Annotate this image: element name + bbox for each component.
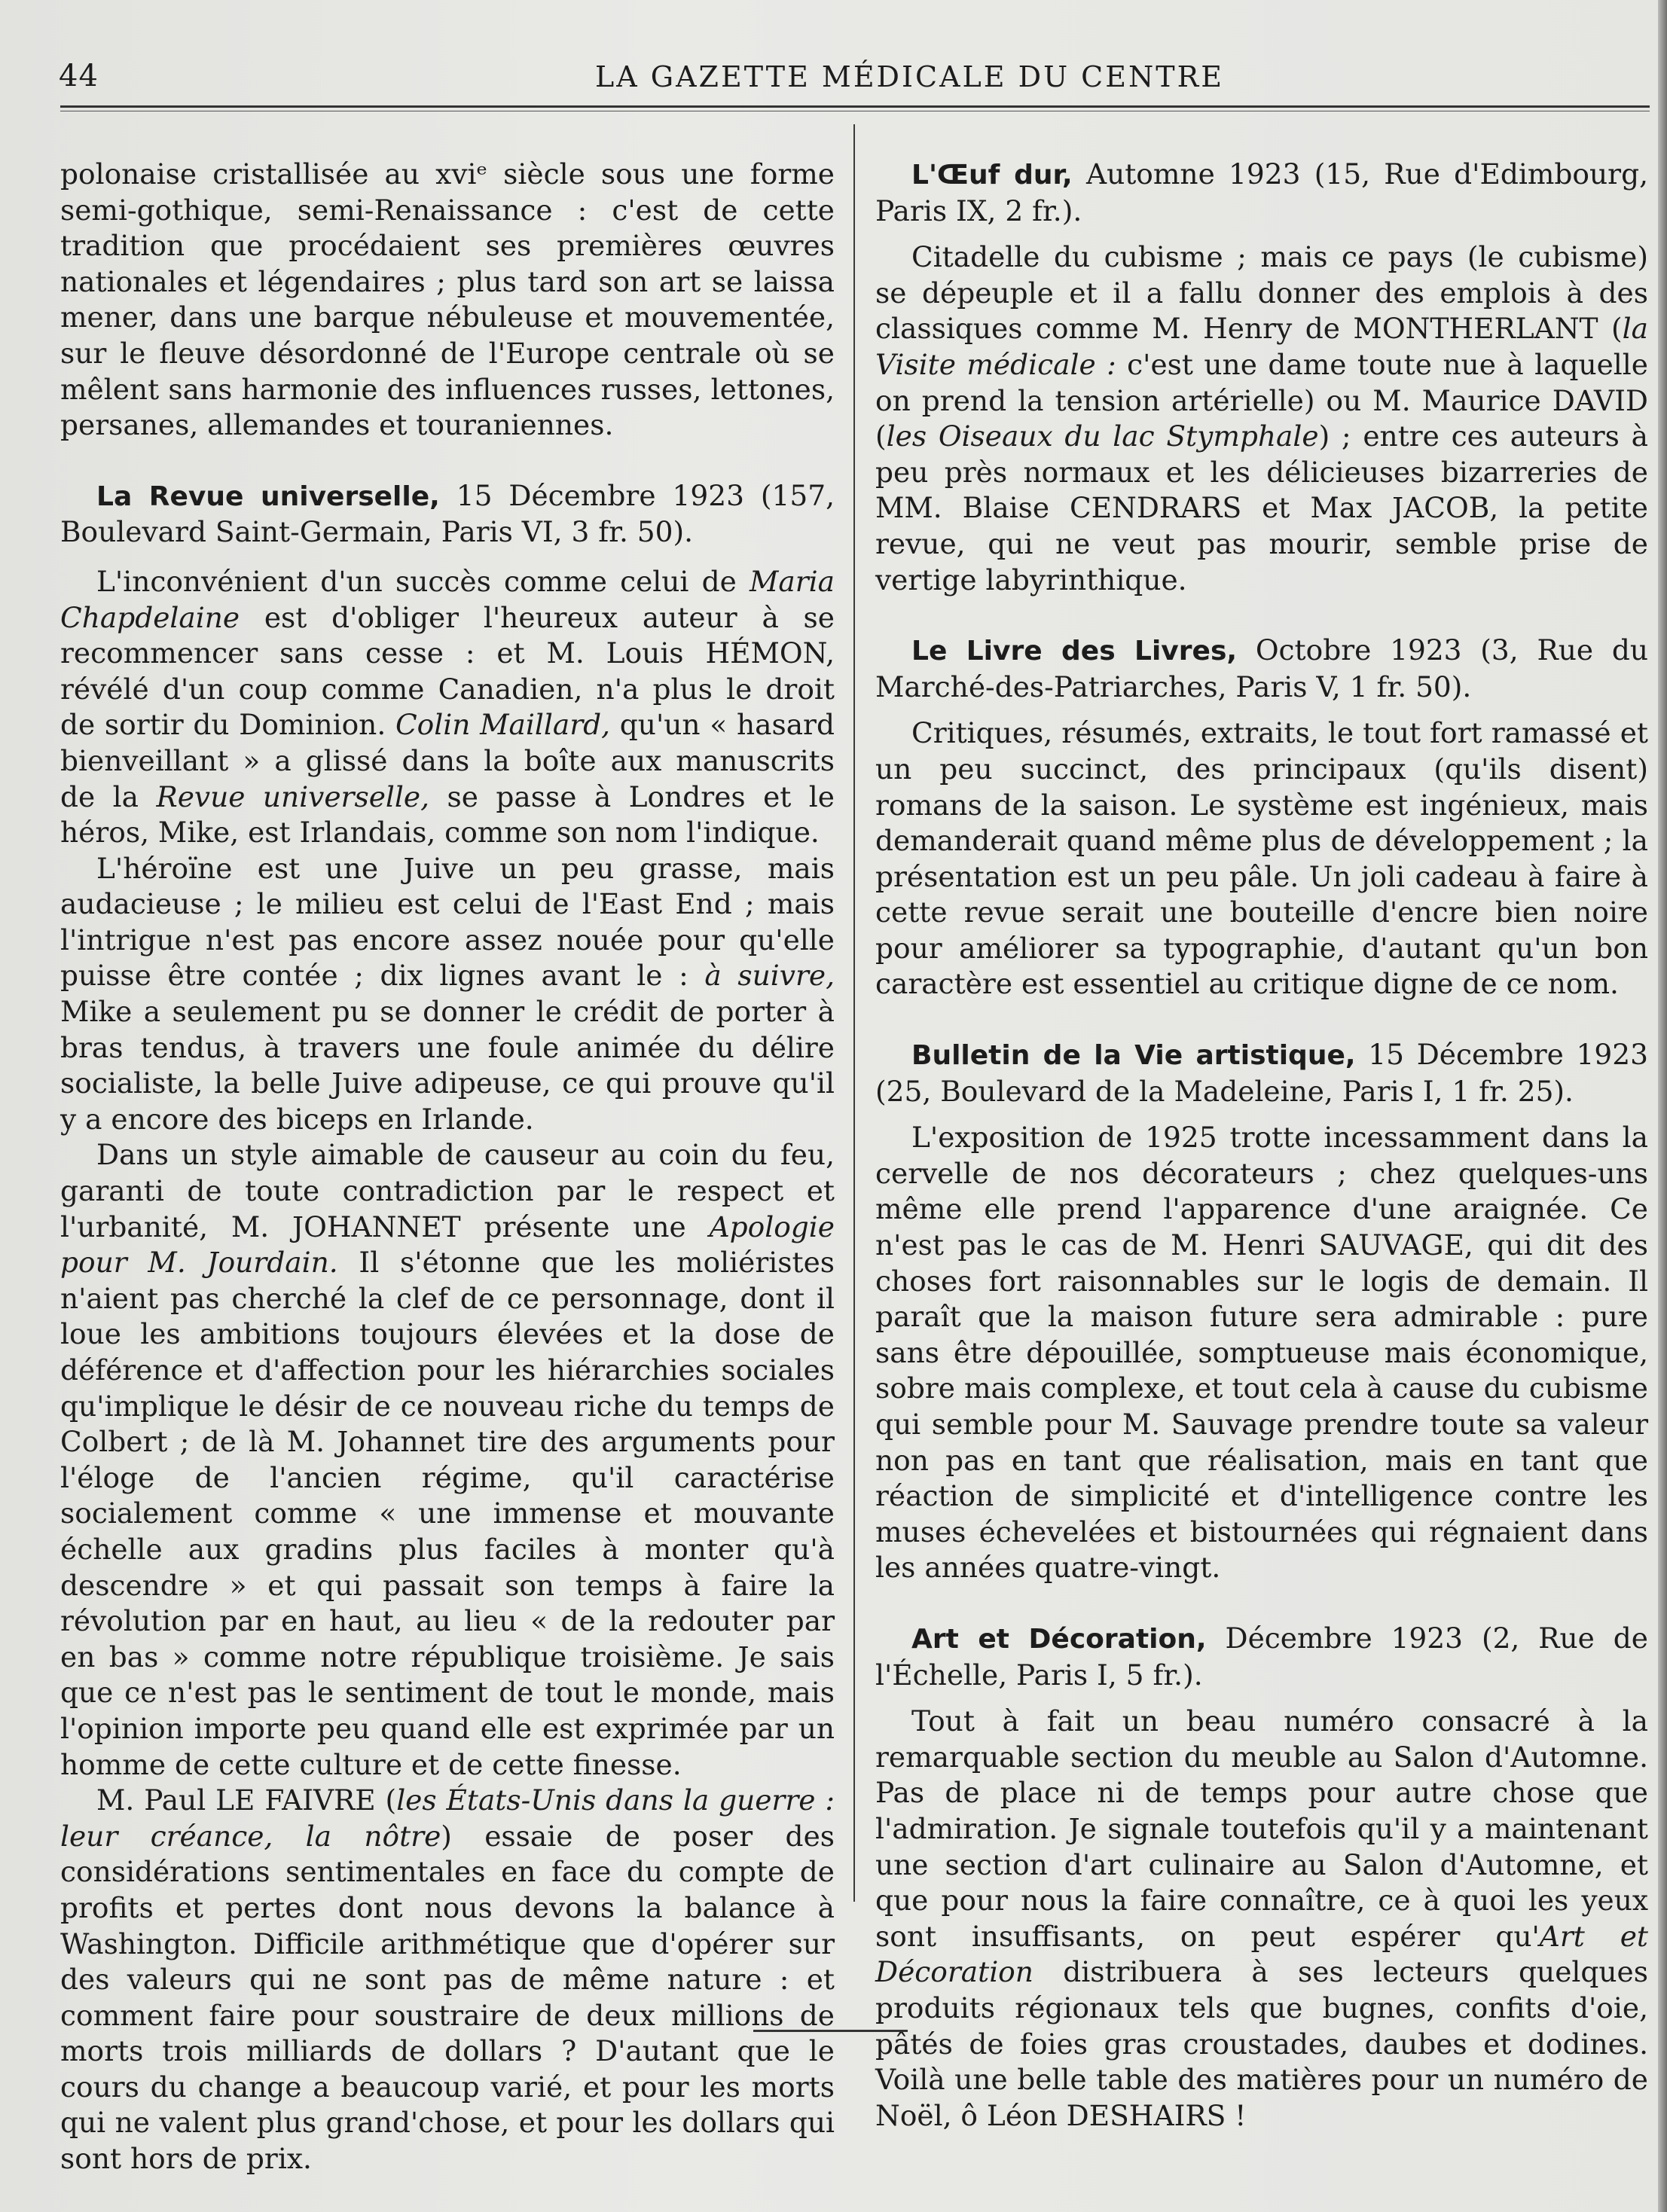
review-title: Bulletin de la Vie artistique,: [911, 1040, 1356, 1072]
review-title: Art et Décoration,: [911, 1623, 1207, 1655]
right-column: [875, 157, 1648, 2134]
review-entry-art-et-decoration: [875, 1621, 1648, 1693]
running-title: LA GAZETTE MÉDICALE DU CENTRE: [595, 60, 1224, 93]
page-spine-edge: [1658, 0, 1667, 2212]
paragraph: Dans un style aimable de causeur au coin du feu, garanti de toute contradiction par le respect et l'urbanité, M. JOHANNET présente une Apologie pour M. Jourdain. Il s'étonne que les moliéristes n'aient pas cherché la clef de ce personnage, dont il loue les ambitions toujours élevées et la dose de déférence et d'affection pour les hiérarchies sociales qu'implique le désir de ce nouveau riche du temps de Colbert ; de là M. Johannet tire des arguments pour l'éloge de l'ancien régime, qu'il caractérise socialement comme « une immense et mouvante échelle aux gradins plus faciles à monter qu'à descendre » et qui passait son temps à faire la révolution par en haut, au lieu « de la redouter par en bas » comme notre république troisième. Je sais que ce n'est pas le sentiment de tout le monde, mais l'opinion importe peu quand elle est exprimée par un homme de cette culture et de cette finesse.: [60, 1138, 835, 1781]
paragraph: L'héroïne est une Juive un peu grasse, mais audacieuse ; le milieu est celui de l'East End ; mais l'intrigue n'est pas encore assez nouée pour qu'elle puisse être contée ; dix lignes avant le : à suivre, Mike a seulement pu se donner le crédit de porter à bras tendus, à travers une foule animée du délire socialiste, la belle Juive adipeuse, ce qui prouve qu'il y a encore des biceps en Irlande.: [60, 851, 835, 1136]
paragraph: Tout à fait un beau numéro consacré à la remarquable section du meuble au Salon d'Automne. Pas de place ni de temps pour autre chose que l'admiration. Je signale toutefois qu'il y a maintenant une section d'art culinaire au Salon d'Automne, et que pour nous la faire connaître, ce à quoi les yeux sont insuffisants, on peut espérer qu'Art et Décoration distribuera à ses lecteurs quelques produits régionaux tels que bugnes, confits d'oie, pâtés de foies gras croustades, daubes et dodines. Voilà une belle table des matières pour un numéro de Noël, ô Léon DESHAIRS !: [875, 1704, 1648, 2132]
paragraph: L'inconvénient d'un succès comme celui de Maria Chapdelaine est d'obliger l'heureux auteur à se recommencer sans cesse : et M. Louis HÉMON, révélé d'un coup comme Canadien, n'a plus le droit de sortir du Dominion. Colin Maillard, qu'un « hasard bienveillant » a glissé dans la boîte aux manuscrits de la Revue universelle, se passe à Londres et le héros, Mike, est Irlandais, comme son nom l'indique.: [60, 564, 835, 850]
column-divider: [853, 124, 855, 1902]
page-number: 44: [59, 59, 99, 93]
review-meta: 15 Décembre 1923 (25, Boulevard de la Madeleine, Paris I, 1 fr. 25).: [875, 1038, 1648, 1108]
review-title: Le Livre des Livres,: [911, 636, 1238, 667]
review-meta: Automne 1923 (15, Rue d'Edimbourg, Paris IX, 2 fr.).: [875, 157, 1648, 227]
review-meta: Octobre 1923 (3, Rue du Marché-des-Patriarches, Paris V, 1 fr. 50).: [875, 633, 1648, 703]
paragraph: Critiques, résumés, extraits, le tout fort ramassé et un peu succinct, des principaux (qu'ils disent) romans de la saison. Le système est ingénieux, mais demanderait quand même plus de développement ; la présentation est un peu pâle. Un joli cadeau à faire à cette revue serait une bouteille d'encre bien noire pour améliorer sa typographie, d'autant qu'un bon caractère est essentiel au critique digne de ce nom.: [875, 716, 1648, 1001]
review-meta: 15 Décembre 1923 (157, Boulevard Saint-Germain, Paris VI, 3 fr. 50).: [60, 478, 835, 549]
review-entry-bulletin-vie-artistique: [875, 1037, 1648, 1109]
header-rule: [60, 105, 1650, 108]
review-entry-oeuf-dur: [875, 157, 1648, 229]
review-meta: Décembre 1923 (2, Rue de l'Échelle, Paris I, 5 fr.).: [875, 1621, 1648, 1692]
review-entry-livre-des-livres: [875, 633, 1648, 705]
review-title: La Revue universelle,: [96, 481, 440, 512]
review-title: L'Œuf dur,: [911, 160, 1073, 191]
end-rule: [753, 2030, 908, 2032]
left-column: [60, 157, 835, 2177]
paragraph: M. Paul LE FAIVRE (les États-Unis dans la guerre : leur créance, la nôtre) essaie de poser des considérations sentimentales en face du compte de profits et pertes dont nous devons la balance à Washington. Difficile arithmétique que d'opérer sur des valeurs qui ne sont pas de même nature : et comment faire pour soustraire de deux millions de morts trois milliards de dollars ? D'autant que le cours du change a beaucoup varié, et pour les morts qui ne valent plus grand'chose, et pour les dollars qui sont hors de prix.: [60, 1783, 835, 2176]
paragraph: Citadelle du cubisme ; mais ce pays (le cubisme) se dépeuple et il a fallu donner des emplois à des classiques comme M. Henry de MONTHERLANT (la Visite médicale : c'est une dame toute nue à laquelle on prend la tension artérielle) ou M. Maurice DAVID (les Oiseaux du lac Stymphale) ; entre ces auteurs à peu près normaux et les délicieuses bizarreries de MM. Blaise CENDRARS et Max JACOB, la petite revue, qui ne veut pas mourir, semble prise de vertige labyrinthique.: [875, 240, 1648, 596]
paragraph: L'exposition de 1925 trotte incessamment dans la cervelle de nos décorateurs ; chez quelques-uns même elle prend l'apparence d'une araignée. Ce n'est pas le cas de M. Henri SAUVAGE, qui dit des choses fort raisonnables sur le logis de demain. Il paraît que la maison future sera admirable : pure sans être dépouillée, somptueuse mais économique, sobre mais complexe, et tout cela à cause du cubisme qui semble pour M. Sauvage prendre toute sa valeur non pas en tant que réalisation, mais en tant que réaction de simplicité et d'intelligence contre les muses échevelées et bistournées qui régnaient dans les années quatre-vingt.: [875, 1121, 1648, 1585]
paragraph: polonaise cristallisée au xviᵉ siècle sous une forme semi-gothique, semi-Renaissance : c'est de cette tradition que procédaient ses premières œuvres nationales et légendaires ; plus tard son art se laissa mener, dans une barque nébuleuse et mouvementée, sur le fleuve désordonné de l'Europe centrale où se mêlent sans harmonie des influences russes, lettones, persanes, allemandes et touraniennes.: [60, 157, 835, 442]
review-entry-revue-universelle: [60, 478, 835, 551]
